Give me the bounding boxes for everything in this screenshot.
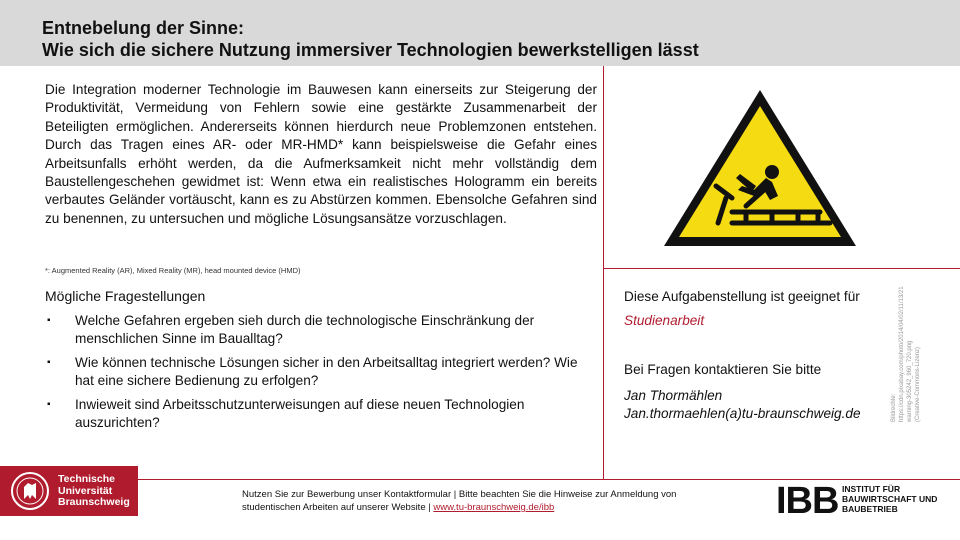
question-text: Welche Gefahren ergeben sieh durch die technologische Einschränkung der menschlichen Sinne im Baualltag? — [75, 313, 535, 346]
credit-line: warning-305242_960_720.png — [907, 340, 913, 422]
contact-email[interactable]: Jan.thormaehlen(a)tu-braunschweig.de — [624, 406, 861, 421]
tu-wordmark — [58, 474, 130, 509]
tu-line: Braunschweig — [58, 496, 130, 508]
suitable-value: Studienarbeit — [624, 313, 705, 328]
intro-paragraph: Die Integration moderner Technologie im Bauwesen kann einerseits zur Steigerung der Produktivität, Vermeidung von Fehlern sowie eine gestärkte Zusammenarbeit der Beteiligten ermöglichen. Andererseits können hierdurch neue Problemzonen entstehen. Durch das Tragen eines AR- oder MR-HMD* kann beispielsweise die Gefahr eines Arbeitsunfalls erhöht werden, da die Aufmerksamkeit nicht mehr vollständig dem Baustellengeschehen gewidmet ist: Wenn etwa ein realistisches Hologramm ein bereits verbautes Geländer vortäuscht, kann es zu Abstürzen kommen. Ebensolche Gefahren sind zu benennen, zu untersuchen und mögliche Lösungsansätze vorzuschlagen. — [45, 82, 597, 226]
tu-line: Universität — [58, 484, 113, 497]
page-title-line2: Wie sich die sichere Nutzung immersiver Technologien bewerkstelligen lässt — [42, 40, 699, 60]
tu-seal-icon — [10, 471, 50, 511]
tu-line: Technische — [58, 473, 115, 485]
bullet-icon: ▪ — [47, 357, 51, 368]
vertical-divider — [603, 66, 604, 480]
fall-hazard-warning-icon — [660, 86, 860, 250]
tu-braunschweig-logo — [0, 466, 138, 516]
footer-line2-text: studentischen Arbeiten auf unserer Website | — [242, 502, 431, 513]
ibb-logo: IBB — [776, 480, 839, 522]
questions-title: Mögliche Fragestellungen — [45, 288, 206, 304]
image-credit — [886, 252, 946, 422]
ibb-line: BAUWIRTSCHAFT UND — [842, 494, 938, 504]
bullet-icon: ▪ — [47, 315, 51, 326]
list-item — [45, 312, 600, 348]
credit-line: (Creative-Commons-Lizenz) — [915, 346, 921, 422]
bullet-icon: ▪ — [47, 399, 51, 410]
ibb-institute-name — [842, 484, 937, 514]
credit-line: https://cdn.pixabay.com/photo/2014/04/02/11/13/21 — [899, 286, 905, 422]
page-title-line1: Entnebelung der Sinne: — [42, 18, 245, 38]
question-text: Inwieweit sind Arbeitsschutzunterweisungen auf diese neuen Technologien auszurichten? — [75, 397, 525, 430]
questions-list — [45, 312, 600, 438]
ibb-line: INSTITUT FÜR — [842, 484, 901, 494]
list-item — [45, 354, 600, 390]
footer-text — [242, 488, 762, 514]
contact-label: Bei Fragen kontaktieren Sie bitte — [624, 362, 822, 377]
question-text: Wie können technische Lösungen sicher in den Arbeitsalltag integriert werden? Wie hat eine sichere Bedienung zu erfolgen? — [75, 355, 578, 388]
suitable-label: Diese Aufgabenstellung ist geeignet für — [624, 289, 860, 304]
credit-line: Bildrechte: — [891, 393, 897, 422]
ibb-line: BAUBETRIEB — [842, 504, 898, 514]
header-bar — [0, 0, 960, 66]
list-item — [45, 396, 600, 432]
contact-name: Jan Thormählen — [624, 388, 723, 403]
footer-line1: Nutzen Sie zur Bewerbung unser Kontaktformular | Bitte beachten Sie die Hinweise zur Anmeldung von — [242, 489, 677, 500]
website-link[interactable]: www.tu-braunschweig.de/ibb — [433, 502, 555, 513]
footnote: *: Augmented Reality (AR), Mixed Reality (MR), head mounted device (HMD) — [45, 266, 301, 275]
footer-line2 — [242, 501, 762, 514]
